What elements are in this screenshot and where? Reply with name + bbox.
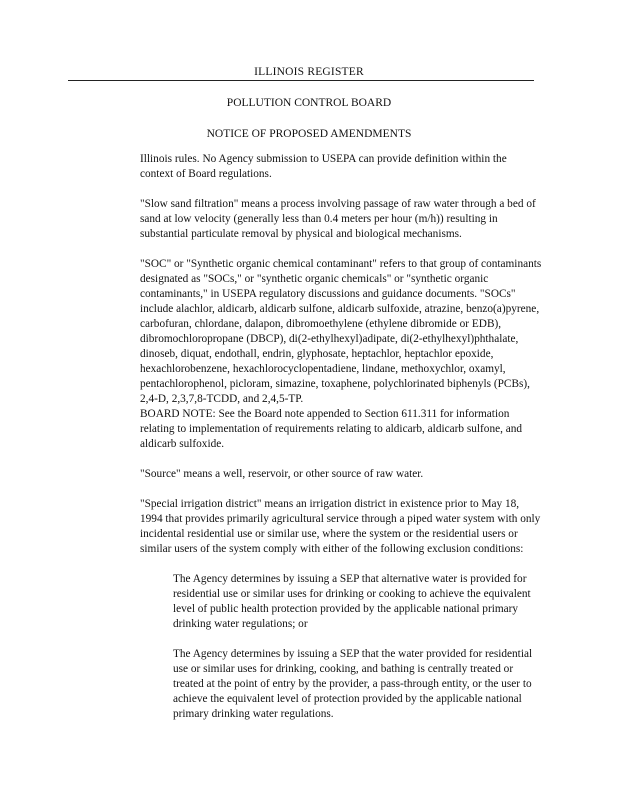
exclusion-condition-1: The Agency determines by issuing a SEP that alternative water is provided for residential use or similar uses for drinking or cooking to achieve the equivalent level of public health protection provided by the applicable national primary drinking water regulations; or bbox=[173, 573, 531, 630]
notice-title: NOTICE OF PROPOSED AMENDMENTS bbox=[206, 128, 412, 140]
exclusion-condition-2: The Agency determines by issuing a SEP that the water provided for residential use or similar uses for drinking, cooking, and bathing is centrally treated or treated at the point of entry by the provider, a pass-through entity, or the user to achieve the equivalent level of protection provided by the applicable national primary drinking water regulations. bbox=[173, 648, 533, 720]
definition-soc: "SOC" or "Synthetic organic chemical contaminant" refers to that group of contaminants designated as "SOCs," or "synthetic organic chemicals" or "synthetic organic contaminants," in USEPA regulatory discussions and guidance documents. "SOCs" include alachlor, aldicarb, aldicarb sulfone, aldicarb sulfoxide, atrazine, benzo(a)pyrene, carbofuran, chlordane, dalapon, dibromoethylene (ethylene dibromide or EDB), dibromochloropropane (DBCP), di(2-ethylhexyl)adipate, di(2-ethylhexyl)phthalate, dinoseb, diquat, endothall, endrin, glyphosate, heptachlor, heptachlor epoxide, hexachlorobenzene, hexachlorocyclopentadiene, lindane, methoxychlor, oxamyl, pentachlorophenol, picloram, simazine, toxaphene, polychlorinated biphenyls (PCBs), 2,4-D, 2,3,7,8-TCDD, and 2,4,5-TP. bbox=[140, 258, 542, 405]
agency-title: POLLUTION CONTROL BOARD bbox=[226, 97, 392, 109]
definition-special-irrigation-district: "Special irrigation district" means an irrigation district in existence prior to May 18, 1994 that provides primarily agricultural service through a piped water system with only incidental residential use or similar use, where the system or the residential users or similar users of the system comply with either of the following exclusion conditions: bbox=[140, 498, 541, 555]
definition-slow-sand-filtration: "Slow sand filtration" means a process involving passage of raw water through a bed of sand at low velocity (generally less than 0.4 meters per hour (m/h)) resulting in substantial particulate removal by physical and biological mechanisms. bbox=[140, 198, 536, 240]
definition-source: "Source" means a well, reservoir, or other source of raw water. bbox=[140, 468, 424, 480]
board-note: BOARD NOTE: See the Board note appended to Section 611.311 for information relating to implementation of requirements relating to aldicarb, aldicarb sulfone, and aldicarb sulfoxide. bbox=[140, 408, 523, 450]
register-title: ILLINOIS REGISTER bbox=[254, 66, 364, 78]
paragraph-context: Illinois rules. No Agency submission to USEPA can provide definition within the context of Board regulations. bbox=[140, 153, 507, 180]
header-rule bbox=[68, 80, 534, 81]
document-body bbox=[140, 152, 542, 737]
